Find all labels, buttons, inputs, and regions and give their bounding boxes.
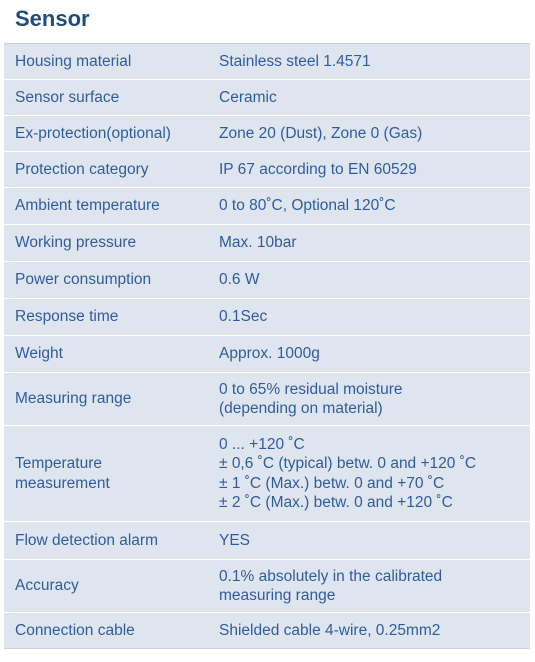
spec-row <box>4 560 530 613</box>
spec-row <box>4 613 530 649</box>
spec-value <box>208 373 530 426</box>
spec-label-line: Working pressure <box>15 234 137 252</box>
spec-value-line: Shielded cable 4-wire, 0.25mm2 <box>219 621 441 639</box>
spec-label-line: Ambient temperature <box>15 197 160 215</box>
spec-row <box>4 299 530 336</box>
spec-label-line: Accuracy <box>15 577 79 595</box>
spec-value-line: 0.1Sec <box>219 308 268 326</box>
spec-label <box>4 613 208 649</box>
spec-row <box>4 373 530 426</box>
spec-label <box>4 373 208 426</box>
spec-value-line: ± 0,6 ˚C (typical) betw. 0 and +120 ˚C <box>219 455 477 472</box>
spec-label-line: Housing material <box>15 52 132 70</box>
spec-row <box>4 44 530 80</box>
spec-value-line: measuring range <box>219 587 336 604</box>
spec-row <box>4 152 530 188</box>
spec-value <box>208 613 530 649</box>
spec-value-line: Max. 10bar <box>219 234 297 252</box>
spec-label <box>4 188 208 225</box>
spec-table <box>4 43 530 649</box>
spec-row <box>4 225 530 262</box>
spec-row <box>4 426 530 522</box>
spec-value <box>208 336 530 373</box>
spec-label <box>4 225 208 262</box>
spec-value <box>208 299 530 336</box>
spec-label <box>4 426 208 522</box>
spec-value-line: ± 2 ˚C (Max.) betw. 0 and +120 ˚C <box>219 494 453 511</box>
spec-value <box>208 188 530 225</box>
spec-label-line: Response time <box>15 308 119 326</box>
spec-table-body <box>4 44 530 649</box>
spec-row <box>4 336 530 373</box>
spec-value-line: 0 to 80˚C, Optional 120˚C <box>219 197 396 215</box>
spec-label-line: measurement <box>15 474 110 492</box>
spec-label-line: Connection cable <box>15 621 135 639</box>
spec-value-line: IP 67 according to EN 60529 <box>219 160 417 178</box>
spec-label-line: Weight <box>15 345 63 363</box>
spec-label <box>4 262 208 299</box>
spec-label-line: Measuring range <box>15 390 132 408</box>
spec-value <box>208 262 530 299</box>
spec-value-line: ± 1 ˚C (Max.) betw. 0 and +70 ˚C <box>219 474 445 492</box>
spec-label-line: Power consumption <box>15 271 152 289</box>
spec-value <box>208 426 530 522</box>
spec-label <box>4 80 208 116</box>
spec-label <box>4 560 208 613</box>
spec-label-line: Ex-protection(optional) <box>15 124 171 142</box>
spec-value-line: YES <box>219 531 251 549</box>
spec-label <box>4 299 208 336</box>
spec-label <box>4 152 208 188</box>
section-title: Sensor <box>15 6 90 31</box>
spec-value <box>208 80 530 116</box>
spec-value <box>208 522 530 560</box>
spec-label-line: Sensor surface <box>15 88 120 106</box>
spec-label-line: Flow detection alarm <box>15 531 159 549</box>
spec-value <box>208 560 530 613</box>
spec-value-line: (depending on material) <box>219 400 383 417</box>
spec-row <box>4 522 530 560</box>
spec-value <box>208 152 530 188</box>
spec-label-line: Protection category <box>15 160 149 178</box>
spec-row <box>4 116 530 152</box>
spec-value-line: Stainless steel 1.4571 <box>219 52 371 70</box>
spec-value <box>208 116 530 152</box>
spec-value-line: Approx. 1000g <box>219 345 320 363</box>
spec-label <box>4 336 208 373</box>
spec-label-line: Temperature <box>15 455 103 472</box>
spec-value <box>208 225 530 262</box>
spec-label <box>4 44 208 80</box>
spec-value-line: Zone 20 (Dust), Zone 0 (Gas) <box>219 124 423 142</box>
spec-row <box>4 188 530 225</box>
spec-value-line: 0.1% absolutely in the calibrated <box>219 567 443 585</box>
spec-row <box>4 262 530 299</box>
spec-value <box>208 44 530 80</box>
spec-label <box>4 522 208 560</box>
spec-value-line: 0 to 65% residual moisture <box>219 380 403 398</box>
spec-label <box>4 116 208 152</box>
spec-value-line: 0 ... +120 ˚C <box>219 435 305 453</box>
spec-value-line: 0.6 W <box>219 271 260 289</box>
spec-value-line: Ceramic <box>219 88 277 106</box>
spec-row <box>4 80 530 116</box>
